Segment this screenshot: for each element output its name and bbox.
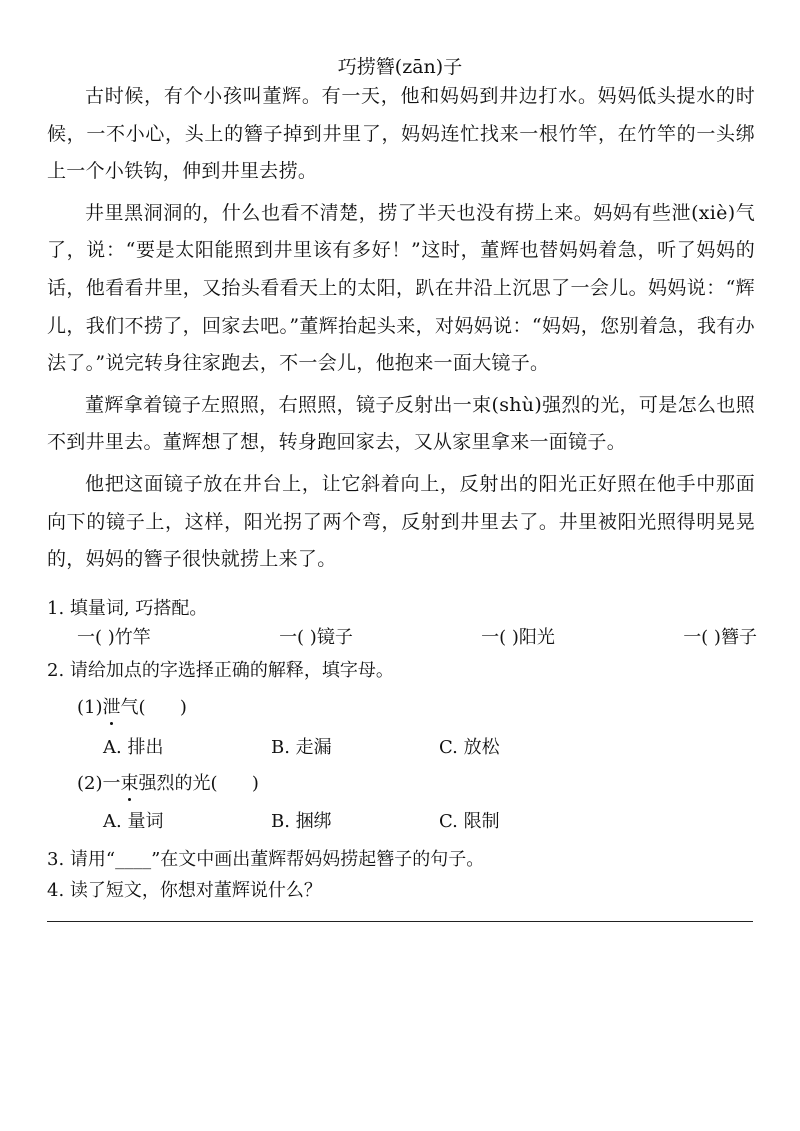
option-b: B. 走漏: [271, 737, 332, 758]
dotted-character-xie: 泄: [103, 693, 121, 719]
story-title: 巧捞簪(zān)子: [337, 56, 463, 78]
question-2-1-options: [103, 733, 500, 759]
option-a: A. 排出: [103, 737, 164, 758]
story-paragraph-2: 井里黑洞洞的，什么也看不清楚，捞了半天也没有捞上来。妈妈有些泄(xiè)气了，说：“要是太阳能照到井里该有多好！”这时，董辉也替妈妈着急，听了妈妈的话，他看看井里，又抬头看看天上的太阳，趴在井沿上沉思了一会儿。妈妈说：“辉儿，我们不捞了，回家去吧。”董辉抬起头来，对妈妈说：“妈妈，您别着急，我有办法了。”说完转身往家跑去，不一会儿，他抱来一面大镜子。: [47, 201, 755, 375]
question-2-2-text: 强烈的光( ): [138, 773, 259, 794]
question-2-2-options: [103, 807, 500, 833]
question-2-1[interactable]: [77, 693, 187, 719]
story-paragraph-3: 董辉拿着镜子左照照，右照照，镜子反射出一束(shù)强烈的光，可是怎么也照不到井里去。董辉想了想，转身跑回家去，又从家里拿来一面镜子。: [47, 393, 755, 454]
question-3: 3. 请用“____”在文中画出董辉帮妈妈捞起簪子的句子。: [47, 849, 485, 870]
question-2-2[interactable]: [77, 769, 259, 795]
measure-word-item-1[interactable]: 一( )竹竿: [77, 627, 151, 648]
dotted-character-shu: 束: [121, 769, 139, 795]
measure-word-item-2[interactable]: 一( )镜子: [279, 627, 353, 648]
measure-word-item-3[interactable]: 一( )阳光: [481, 627, 555, 648]
option-c: C. 限制: [439, 811, 500, 832]
question-2-1-number: (1): [77, 697, 103, 718]
question-2: 2. 请给加点的字选择正确的解释，填字母。: [47, 660, 394, 681]
answer-line[interactable]: [47, 921, 753, 922]
option-c: C. 放松: [439, 737, 500, 758]
option-b: B. 捆绑: [271, 811, 332, 832]
option-a: A. 量词: [103, 811, 164, 832]
story-paragraph-1: 古时候，有个小孩叫董辉。有一天，他和妈妈到井边打水。妈妈低头提水的时候，一不小心，头上的簪子掉到井里了，妈妈连忙找来一根竹竿，在竹竿的一头绑上一个小铁钩，伸到井里去捞。: [47, 85, 755, 183]
measure-word-item-4[interactable]: 一( )簪子: [683, 627, 757, 648]
question-1-items: [77, 623, 757, 649]
question-1: 1. 填量词, 巧搭配。: [47, 598, 208, 619]
story-text: [47, 78, 755, 583]
question-2-1-text: 气( ): [120, 697, 187, 718]
question-4: 4. 读了短文，你想对董辉说什么？: [47, 880, 322, 901]
story-paragraph-4: 他把这面镜子放在井台上，让它斜着向上，反射出的阳光正好照在他手中那面向下的镜子上，这样，阳光拐了两个弯，反射到井里去了。井里被阳光照得明晃晃的，妈妈的簪子很快就捞上来了。: [47, 472, 755, 571]
question-2-2-number: (2)一: [77, 773, 121, 794]
